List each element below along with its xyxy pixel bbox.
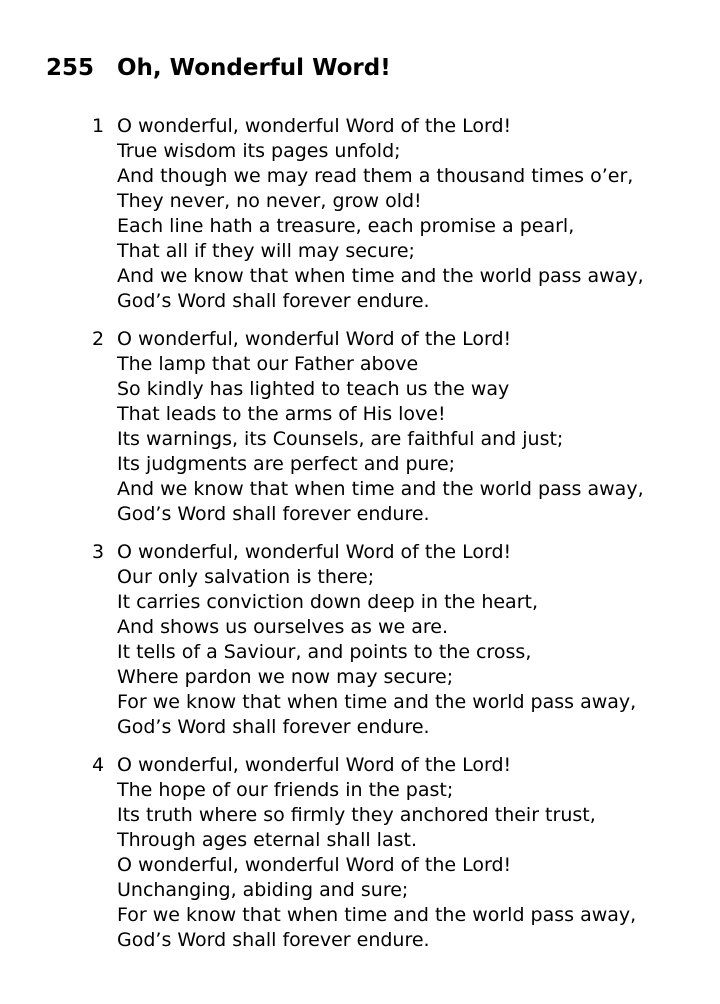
verse-line: It carries conviction down deep in the heart, (117, 591, 538, 613)
verse-line: God’s Word shall forever endure. (117, 716, 430, 738)
verse-lines (117, 327, 720, 527)
verse-number: 1 (92, 115, 105, 137)
verse-lines (117, 114, 720, 314)
verse-line: Where pardon we now may secure; (117, 666, 454, 688)
verse-line: True wisdom its pages unfold; (117, 140, 401, 162)
verse-line: They never, no never, grow old! (117, 190, 422, 212)
verse-line: O wonderful, wonderful Word of the Lord! (117, 854, 512, 876)
verse-line: O wonderful, wonderful Word of the Lord! (117, 541, 512, 563)
verse-line: God’s Word shall forever endure. (117, 503, 430, 525)
verse-line: That all if they will may secure; (117, 240, 415, 262)
verse-line: The lamp that our Father above (117, 353, 419, 375)
verse-line: O wonderful, wonderful Word of the Lord! (117, 328, 512, 350)
verse-3 (0, 540, 720, 740)
verse-line: God’s Word shall forever endure. (117, 290, 430, 312)
verse-line: Each line hath a treasure, each promise a pearl, (117, 215, 575, 237)
verse-line: O wonderful, wonderful Word of the Lord! (117, 754, 512, 776)
verse-lines (117, 540, 720, 740)
verse-lines (117, 753, 720, 953)
verse-4 (0, 753, 720, 953)
verse-line: And though we may read them a thousand times o’er, (117, 165, 634, 187)
verse-line: Through ages eternal shall last. (117, 829, 417, 851)
verse-line: O wonderful, wonderful Word of the Lord! (117, 115, 512, 137)
verse-line: That leads to the arms of His love! (117, 403, 446, 425)
verse-line: For we know that when time and the world pass away, (117, 691, 637, 713)
verse-line: Its truth where so firmly they anchored their trust, (117, 804, 596, 826)
verse-number: 3 (92, 541, 105, 563)
hymn-title: Oh, Wonderful Word! (117, 55, 391, 81)
verse-line: The hope of our friends in the past; (117, 779, 454, 801)
verse-line: And we know that when time and the world pass away, (117, 478, 644, 500)
verse-line: Its warnings, its Counsels, are faithful and just; (117, 428, 564, 450)
verse-line: Unchanging, abiding and sure; (117, 879, 409, 901)
verse-line: Our only salvation is there; (117, 566, 375, 588)
verse-1 (0, 114, 720, 314)
verse-line: God’s Word shall forever endure. (117, 929, 430, 951)
hymn-header (46, 53, 391, 83)
verse-line: And we know that when time and the world pass away, (117, 265, 644, 287)
verses-container (0, 114, 720, 966)
hymn-number: 255 (46, 55, 95, 81)
verse-line: And shows us ourselves as we are. (117, 616, 448, 638)
verse-line: So kindly has lighted to teach us the way (117, 378, 510, 400)
verse-number: 2 (92, 328, 105, 350)
verse-line: Its judgments are perfect and pure; (117, 453, 456, 475)
verse-number: 4 (92, 754, 105, 776)
verse-line: For we know that when time and the world pass away, (117, 904, 637, 926)
verse-line: It tells of a Saviour, and points to the cross, (117, 641, 532, 663)
verse-2 (0, 327, 720, 527)
